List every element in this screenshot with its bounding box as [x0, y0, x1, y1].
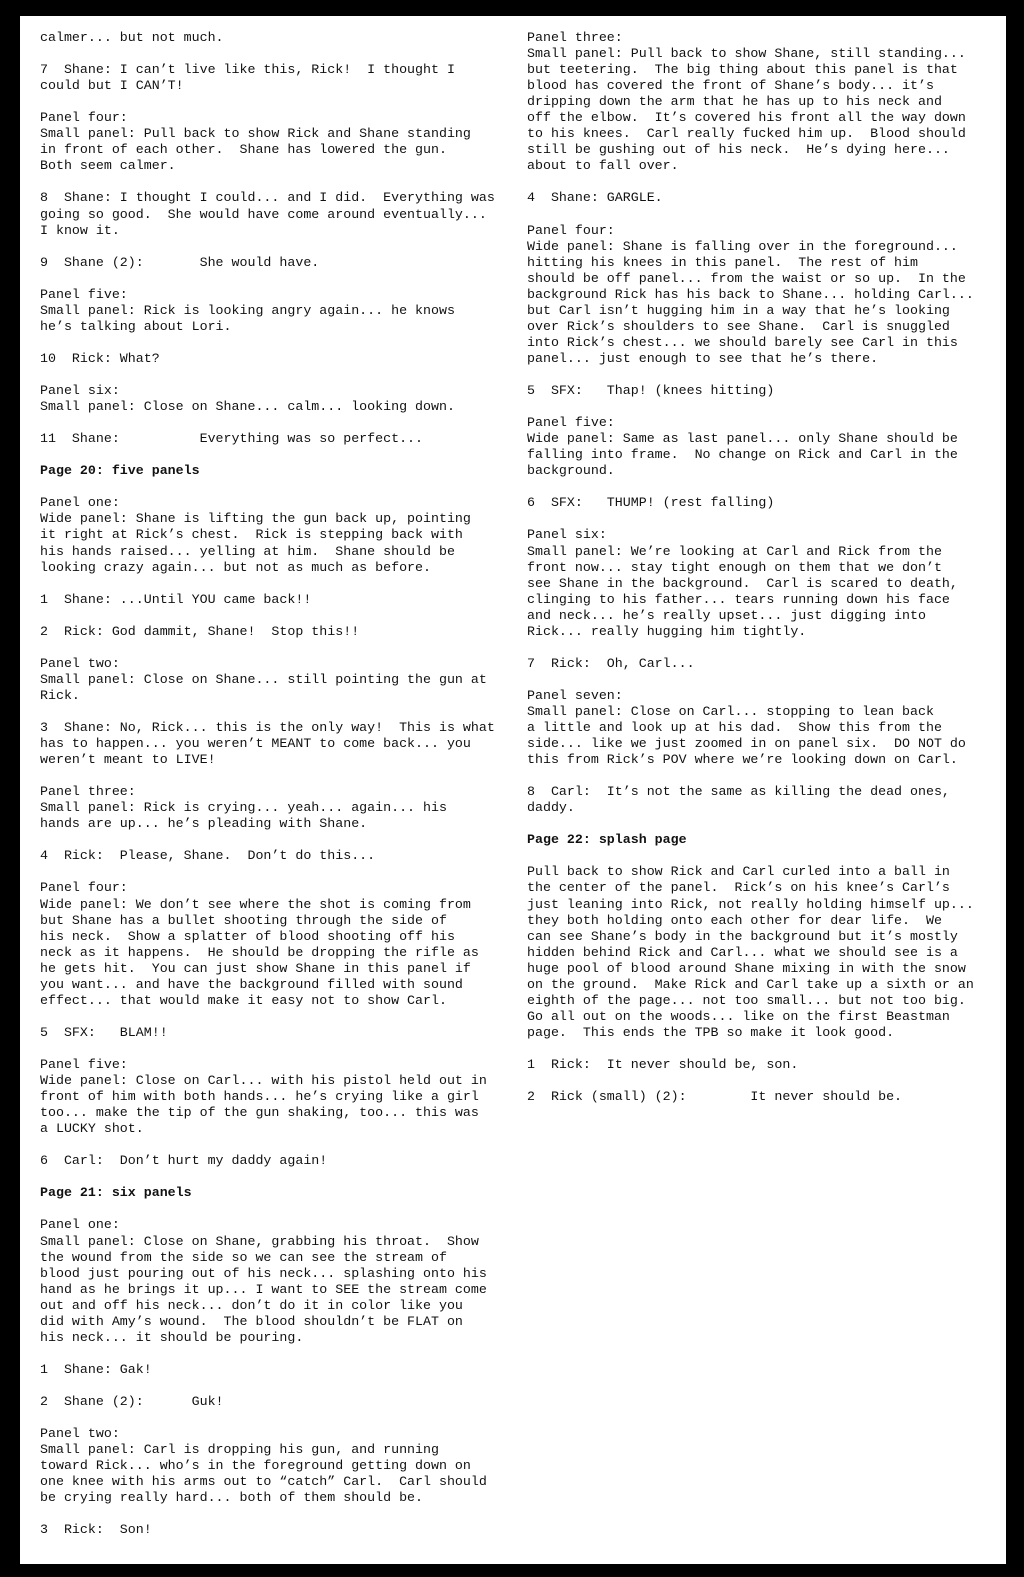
text-line: Panel five: — [40, 286, 128, 302]
text-line: Panel four: — [40, 880, 128, 896]
panel-description — [40, 656, 506, 704]
text-line: into Rick’s chest... we should barely see Carl in this — [527, 334, 958, 350]
panel-description — [40, 1217, 506, 1345]
text-line: 2 Rick (small) (2): It never should be. — [527, 1089, 903, 1105]
text-line: too... make the tip of the gun shaking, too... this was — [40, 1105, 479, 1121]
text-line: Panel seven: — [527, 687, 623, 703]
text-line: still be gushing out of his neck. He’s dying here... — [527, 142, 950, 158]
dialogue-line — [40, 1153, 506, 1169]
text-line: Go all out on the woods... like on the first Beastman — [527, 1008, 950, 1024]
left-column — [40, 30, 506, 1554]
text-line: Small panel: Carl is dropping his gun, and running — [40, 1442, 439, 1458]
text-line: but Shane has a bullet shooting through the side of — [40, 912, 447, 928]
text-line: Panel six: — [40, 383, 120, 399]
text-line: 8 Shane: I thought I could... and I did. Everything was — [40, 190, 495, 206]
text-line: Page 22: splash page — [527, 832, 687, 848]
text-line: it right at Rick’s chest. Rick is stepping back with — [40, 527, 463, 543]
script-page — [20, 16, 1006, 1564]
text-line: about to fall over. — [527, 158, 679, 174]
text-line: blood has covered the front of Shane’s body... it’s — [527, 78, 934, 94]
dialogue-line — [527, 383, 993, 399]
text-line: his neck... it should be pouring. — [40, 1329, 304, 1345]
dialogue-line — [40, 1394, 506, 1410]
text-line: Panel three: — [40, 784, 136, 800]
text-line: Wide panel: Shane is lifting the gun back up, pointing — [40, 511, 471, 527]
dialogue-line — [40, 848, 506, 864]
text-line: Panel two: — [40, 1426, 120, 1442]
panel-description — [527, 30, 993, 174]
dialogue-line — [527, 1057, 993, 1073]
panel-description — [40, 495, 506, 575]
text-line: Small panel: Rick is looking angry again... he knows — [40, 302, 455, 318]
text-line: in front of each other. Shane has lowered the gun. — [40, 142, 447, 158]
text-line: Wide panel: We don’t see where the shot is coming from — [40, 896, 471, 912]
panel-description — [40, 110, 506, 174]
text-line: Page 21: six panels — [40, 1185, 192, 1201]
page-heading — [40, 1185, 506, 1201]
text-line: he’s talking about Lori. — [40, 318, 232, 334]
dialogue-line — [40, 255, 506, 271]
panel-description — [40, 383, 506, 415]
text-line: 1 Shane: Gak! — [40, 1361, 152, 1377]
text-line: to his knees. Carl really fucked him up. Blood should — [527, 126, 966, 142]
text-line: Both seem calmer. — [40, 158, 176, 174]
text-line: weren’t meant to LIVE! — [40, 752, 216, 768]
dialogue-line — [527, 190, 993, 206]
text-line: a LUCKY shot. — [40, 1121, 144, 1137]
panel-description — [40, 1426, 506, 1506]
dialogue-line — [40, 1522, 506, 1538]
text-line: Pull back to show Rick and Carl curled into a ball in — [527, 864, 950, 880]
text-line: 6 SFX: THUMP! (rest falling) — [527, 495, 775, 511]
text-line: the wound from the side so we can see the stream of — [40, 1249, 447, 1265]
script-block — [40, 30, 506, 46]
text-line: 1 Shane: ...Until YOU came back!! — [40, 591, 312, 607]
text-line: the center of the panel. Rick’s on his knee’s Carl’s — [527, 880, 950, 896]
text-line: 3 Shane: No, Rick... this is the only way! This is what — [40, 720, 495, 736]
text-line: could but I CAN’T! — [40, 78, 184, 94]
page-heading — [527, 832, 993, 848]
text-line: I know it. — [40, 222, 120, 238]
text-line: 2 Rick: God dammit, Shane! Stop this!! — [40, 623, 360, 639]
panel-description — [527, 688, 993, 768]
text-line: blood just pouring out of his neck... splashing onto his — [40, 1265, 487, 1281]
dialogue-line — [40, 1362, 506, 1378]
text-line: dripping down the arm that he has up to his neck and — [527, 94, 942, 110]
text-line: Rick. — [40, 687, 80, 703]
text-line: 7 Shane: I can’t live like this, Rick! I thought I — [40, 62, 455, 78]
dialogue-line — [527, 495, 993, 511]
text-line: falling into frame. No change on Rick and Carl in the — [527, 447, 958, 463]
text-line: Panel five: — [40, 1057, 128, 1072]
text-line: background Rick has his back to Shane... holding Carl... — [527, 286, 974, 302]
text-line: 4 Rick: Please, Shane. Don’t do this... — [40, 848, 376, 864]
text-line: and neck... he’s really upset... just digging into — [527, 607, 926, 623]
text-line: Panel two: — [40, 655, 120, 671]
text-line: Panel six: — [527, 527, 607, 543]
text-line: 8 Carl: It’s not the same as killing the dead ones, — [527, 784, 950, 800]
text-line: Panel four: — [40, 110, 128, 126]
dialogue-line — [40, 190, 506, 238]
text-line: hands are up... he’s pleading with Shane. — [40, 816, 368, 832]
dialogue-line — [40, 351, 506, 367]
text-line: 2 Shane (2): Guk! — [40, 1393, 224, 1409]
text-line: panel... just enough to see that he’s there. — [527, 350, 879, 366]
right-column — [527, 30, 993, 1121]
dialogue-line — [40, 62, 506, 94]
text-line: a little and look up at his dad. Show this from the — [527, 720, 942, 736]
text-line: Panel five: — [527, 415, 615, 431]
dialogue-line — [527, 1089, 993, 1105]
text-line: his hands raised... yelling at him. Shane should be — [40, 543, 455, 559]
text-line: out and off his neck... don’t do it in color like you — [40, 1297, 463, 1313]
text-line: Small panel: We’re looking at Carl and Rick from the — [527, 543, 942, 559]
text-line: Wide panel: Shane is falling over in the foreground... — [527, 238, 958, 254]
text-line: on the ground. Make Rick and Carl take up a sixth or an — [527, 976, 974, 992]
text-line: this from Rick’s POV where we’re looking down on Carl. — [527, 752, 958, 768]
text-line: 10 Rick: What? — [40, 350, 160, 366]
text-line: looking crazy again... but not as much as before. — [40, 559, 431, 575]
panel-description — [527, 415, 993, 479]
text-line: just leaning into Rick, not really holding himself up... — [527, 896, 974, 912]
panel-description — [527, 223, 993, 367]
text-line: Small panel: Close on Shane... still pointing the gun at — [40, 671, 487, 687]
text-line: off the elbow. It’s covered his front all the way down — [527, 110, 966, 126]
text-line: calmer... but not much. — [40, 30, 224, 45]
dialogue-line — [40, 592, 506, 608]
text-line: neck as it happens. He should be dropping the rifle as — [40, 944, 479, 960]
text-line: Panel one: — [40, 1217, 120, 1233]
text-line: 5 SFX: Thap! (knees hitting) — [527, 383, 775, 399]
text-line: 5 SFX: BLAM!! — [40, 1024, 168, 1040]
text-line: Wide panel: Close on Carl... with his pistol held out in — [40, 1073, 487, 1089]
page-heading — [40, 463, 506, 479]
text-line: did with Amy’s wound. The blood shouldn’t be FLAT on — [40, 1313, 463, 1329]
text-line: 6 Carl: Don’t hurt my daddy again! — [40, 1153, 328, 1169]
text-line: but teetering. The big thing about this panel is that — [527, 62, 958, 78]
text-line: 3 Rick: Son! — [40, 1522, 152, 1538]
text-line: going so good. She would have come around eventually... — [40, 206, 487, 222]
script-block — [527, 864, 993, 1041]
text-line: be crying really hard... both of them should be. — [40, 1490, 424, 1506]
text-line: effect... that would make it easy not to show Carl. — [40, 992, 447, 1008]
text-line: over Rick’s shoulders to see Shane. Carl is snuggled — [527, 318, 950, 334]
text-line: Small panel: Pull back to show Rick and Shane standing — [40, 126, 471, 142]
dialogue-line — [527, 656, 993, 672]
text-line: side... like we just zoomed in on panel six. DO NOT do — [527, 736, 966, 752]
panel-description — [40, 880, 506, 1008]
dialogue-line — [40, 1025, 506, 1041]
dialogue-line — [527, 784, 993, 816]
text-line: 7 Rick: Oh, Carl... — [527, 655, 695, 671]
dialogue-line — [40, 624, 506, 640]
text-line: Small panel: Pull back to show Shane, still standing... — [527, 46, 966, 62]
text-line: but Carl isn’t hugging him in a way that he’s looking — [527, 302, 950, 318]
text-line: can see Shane’s body in the background but it’s mostly — [527, 928, 958, 944]
text-line: Panel one: — [40, 495, 120, 511]
text-line: front now... stay tight enough on them that we don’t — [527, 559, 942, 575]
text-line: page. This ends the TPB so make it look good. — [527, 1024, 895, 1040]
text-line: Small panel: Close on Shane... calm... looking down. — [40, 399, 455, 415]
text-line: should be off panel... from the waist or so up. In the — [527, 270, 966, 286]
text-line: his neck. Show a splatter of blood shooting off his — [40, 928, 455, 944]
text-line: clinging to his father... tears running down his face — [527, 591, 950, 607]
text-line: toward Rick... who’s in the foreground getting down on — [40, 1458, 471, 1474]
panel-description — [40, 287, 506, 335]
text-line: 9 Shane (2): She would have. — [40, 254, 320, 270]
text-line: Small panel: Close on Shane, grabbing his throat. Show — [40, 1233, 479, 1249]
dialogue-line — [40, 431, 506, 447]
text-line: Panel four: — [527, 222, 615, 238]
text-line: 11 Shane: Everything was so perfect... — [40, 431, 424, 447]
text-line: he gets hit. You can just show Shane in this panel if — [40, 960, 471, 976]
text-line: front of him with both hands... he’s crying like a girl — [40, 1089, 479, 1105]
text-line: Page 20: five panels — [40, 463, 200, 479]
text-line: 4 Shane: GARGLE. — [527, 190, 663, 206]
text-line: 1 Rick: It never should be, son. — [527, 1057, 799, 1072]
text-line: hidden behind Rick and Carl... what we should see is a — [527, 944, 958, 960]
text-line: hitting his knees in this panel. The rest of him — [527, 254, 918, 270]
text-line: Rick... really hugging him tightly. — [527, 623, 807, 639]
text-line: see Shane in the background. Carl is scared to death, — [527, 575, 958, 591]
text-line: Small panel: Rick is crying... yeah... again... his — [40, 800, 447, 816]
panel-description — [40, 1057, 506, 1137]
text-line: eighth of the page... not too small... but not too big. — [527, 992, 966, 1008]
panel-description — [527, 527, 993, 639]
text-line: you want... and have the background filled with sound — [40, 976, 463, 992]
text-line: has to happen... you weren’t MEANT to come back... you — [40, 736, 471, 752]
text-line: they both holding onto each other for dear life. We — [527, 912, 942, 928]
dialogue-line — [40, 720, 506, 768]
text-line: daddy. — [527, 800, 575, 816]
panel-description — [40, 784, 506, 832]
text-line: hand as he brings it up... I want to SEE the stream come — [40, 1281, 487, 1297]
text-line: Wide panel: Same as last panel... only Shane should be — [527, 431, 958, 447]
text-line: Small panel: Close on Carl... stopping to lean back — [527, 703, 934, 719]
text-line: Panel three: — [527, 30, 623, 45]
text-line: one knee with his arms out to “catch” Carl. Carl should — [40, 1474, 487, 1490]
text-line: background. — [527, 463, 615, 479]
text-line: huge pool of blood around Shane mixing in with the snow — [527, 960, 966, 976]
